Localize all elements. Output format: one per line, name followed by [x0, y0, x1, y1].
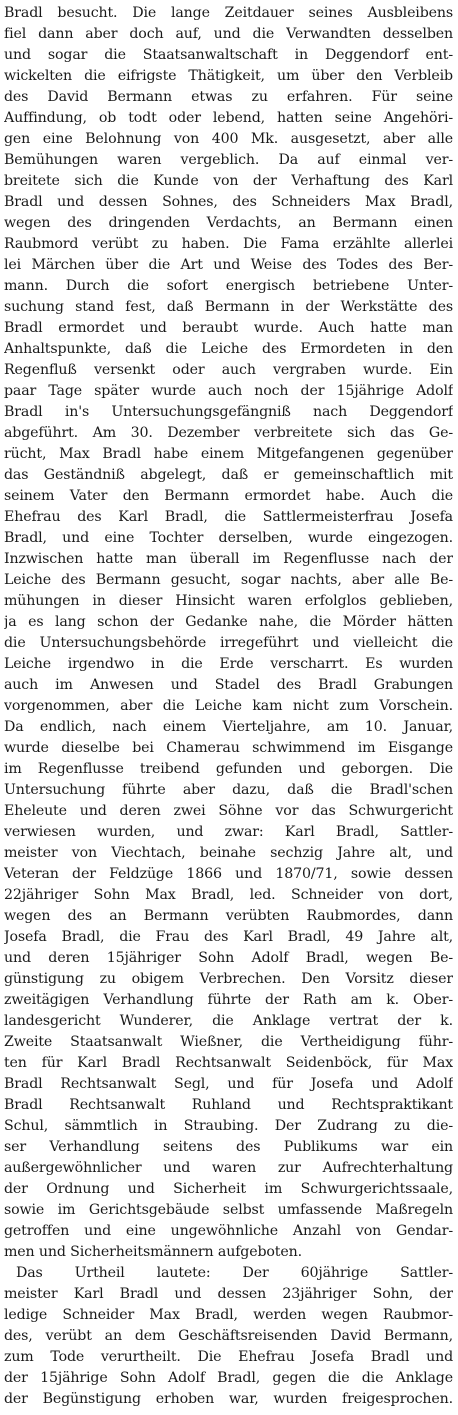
newspaper-article [4, 2, 453, 1412]
text-line: seinem Vater den Bermann ermordet habe. Auch die [4, 488, 453, 504]
text-line: Raubmord verübt zu haben. Die Fama erzählte allerlei [4, 236, 453, 252]
text-line: ledige Schneider Max Bradl, werden wegen Raubmor- [4, 1307, 453, 1323]
text-line: wegen des dringenden Verdachts, an Bermann einen [4, 215, 453, 231]
text-line: Bradl in's Untersuchungsgefängniß nach Deggendorf [4, 404, 453, 420]
text-line: mühungen in dieser Hinsicht waren erfolglos geblieben, [4, 593, 453, 609]
text-line: der 15jährige Sohn Adolf Bradl, gegen die die Anklage [4, 1370, 453, 1386]
text-line: Bradl besucht. Die lange Zeitdauer seines Ausbleibens [4, 5, 453, 21]
text-line: gen eine Belohnung von 400 Mk. ausgesetzt, aber alle [4, 131, 453, 147]
text-line: des, verübt an dem Geschäftsreisenden David Bermann, [4, 1328, 453, 1344]
verdict-paragraph-start: Das Urtheil lautete: Der 60jährige Sattler- [16, 1265, 453, 1281]
text-line: und deren 15jähriger Sohn Adolf Bradl, wegen Be- [4, 950, 453, 966]
text-line: Bradl Rechtsanwalt Ruhland und Rechtspraktikant [4, 1097, 453, 1113]
text-line: ja es lang schon der Gedanke nahe, die Mörder hätten [4, 614, 453, 630]
text-line: getroffen und eine ungewöhnliche Anzahl von Gendar- [4, 1223, 453, 1239]
text-line: Inzwischen hatte man überall im Regenflusse nach der [4, 551, 453, 567]
text-line: günstigung zu obigem Verbrechen. Den Vorsitz dieser [4, 971, 453, 987]
text-line: Untersuchung führte aber dazu, daß die Bradl'schen [4, 782, 453, 798]
text-line: Ehefrau des Karl Bradl, die Sattlermeisterfrau Josefa [4, 509, 453, 525]
text-line: Regenfluß versenkt oder auch vergraben wurde. Ein [4, 362, 453, 378]
text-line: Auffindung, ob todt oder lebend, hatten seine Angehöri- [4, 110, 453, 126]
text-line: lei Märchen über die Art und Weise des Todes des Ber- [4, 257, 453, 273]
text-line: der Begünstigung erhoben war, wurden freigesprochen. [4, 1391, 453, 1407]
text-line: Leiche irgendwo in die Erde verscharrt. Es wurden [4, 656, 453, 672]
text-line: suchung stand fest, daß Bermann in der Werkstätte des [4, 299, 453, 315]
text-line: mann. Durch die sofort energisch betriebene Unter- [4, 278, 453, 294]
text-line: auch im Anwesen und Stadel des Bradl Grabungen [4, 677, 453, 693]
text-line: meister von Viechtach, beinahe sechzig Jahre alt, und [4, 845, 453, 861]
text-line: landesgericht Wunderer, die Anklage vertrat der k. [4, 1013, 453, 1029]
text-line: paar Tage später wurde auch noch der 15jährige Adolf [4, 383, 453, 399]
text-line: breitete sich die Kunde von der Verhaftung des Karl [4, 173, 453, 189]
text-line: men und Sicherheitsmännern aufgeboten. [4, 1244, 302, 1260]
text-line: ten für Karl Bradl Rechtsanwalt Seidenböck, für Max [4, 1055, 453, 1071]
text-line: meister Karl Bradl und dessen 23jähriger Sohn, der [4, 1286, 453, 1302]
text-line: des David Bermann etwas zu erfahren. Für seine [4, 89, 453, 105]
text-line: die Untersuchungsbehörde irregeführt und vielleicht die [4, 635, 453, 651]
text-line: Da endlich, nach einem Vierteljahre, am 10. Januar, [4, 719, 453, 735]
text-line: Josefa Bradl, die Frau des Karl Bradl, 49 Jahre alt, [4, 929, 453, 945]
text-line: vorgenommen, aber die Leiche kam nicht zum Vorschein. [4, 698, 453, 714]
text-line: Schul, sämmtlich in Straubing. Der Zudrang zu die- [4, 1118, 453, 1134]
text-line: fiel dann aber doch auf, und die Verwandten desselben [4, 26, 453, 42]
text-line: ser Verhandlung seitens des Publikums war ein [4, 1139, 453, 1155]
text-line: außergewöhnlicher und waren zur Aufrechterhaltung [4, 1160, 453, 1176]
text-line: 22jähriger Sohn Max Bradl, led. Schneider von dort, [4, 887, 453, 903]
text-line: Veteran der Feldzüge 1866 und 1870/71, sowie dessen [4, 866, 453, 882]
text-line: zum Tode verurtheilt. Die Ehefrau Josefa Bradl und [4, 1349, 453, 1365]
text-line: sowie im Gerichtsgebäude selbst umfassende Maßregeln [4, 1202, 453, 1218]
text-line: wickelten die eifrigste Thätigkeit, um über den Verbleib [4, 68, 453, 84]
text-line: im Regenflusse treibend gefunden und geborgen. Die [4, 761, 453, 777]
text-line: Bradl, und eine Tochter derselben, wurde eingezogen. [4, 530, 453, 546]
text-line: und sogar die Staatsanwaltschaft in Deggendorf ent- [4, 47, 453, 63]
text-line: zweitägigen Verhandlung führte der Rath am k. Ober- [4, 992, 453, 1008]
text-line: verwiesen wurden, und zwar: Karl Bradl, Sattler- [4, 824, 453, 840]
text-line: wurde dieselbe bei Chamerau schwimmend im Eisgange [4, 740, 453, 756]
text-line: Eheleute und deren zwei Söhne vor das Schwurgericht [4, 803, 453, 819]
text-line: Bemühungen waren vergeblich. Da auf einmal ver- [4, 152, 453, 168]
text-line: Leiche des Bermann gesucht, sogar nachts, aber alle Be- [4, 572, 453, 588]
text-line: abgeführt. Am 30. Dezember verbreitete sich das Ge- [4, 425, 453, 441]
text-line: rücht, Max Bradl habe einem Mitgefangenen gegenüber [4, 446, 453, 462]
text-line: Bradl Rechtsanwalt Segl, und für Josefa und Adolf [4, 1076, 453, 1092]
text-line: das Geständniß abgelegt, daß er gemeinschaftlich mit [4, 467, 453, 483]
text-line: Bradl ermordet und beraubt wurde. Auch hatte man [4, 320, 453, 336]
text-line: der Ordnung und Sicherheit im Schwurgerichtssaale, [4, 1181, 453, 1197]
text-line: Zweite Staatsanwalt Wießner, die Vertheidigung führ- [4, 1034, 453, 1050]
text-line: Bradl und dessen Sohnes, des Schneiders Max Bradl, [4, 194, 453, 210]
text-line: wegen des an Bermann verübten Raubmordes, dann [4, 908, 453, 924]
text-line: Anhaltspunkte, daß die Leiche des Ermordeten in den [4, 341, 453, 357]
